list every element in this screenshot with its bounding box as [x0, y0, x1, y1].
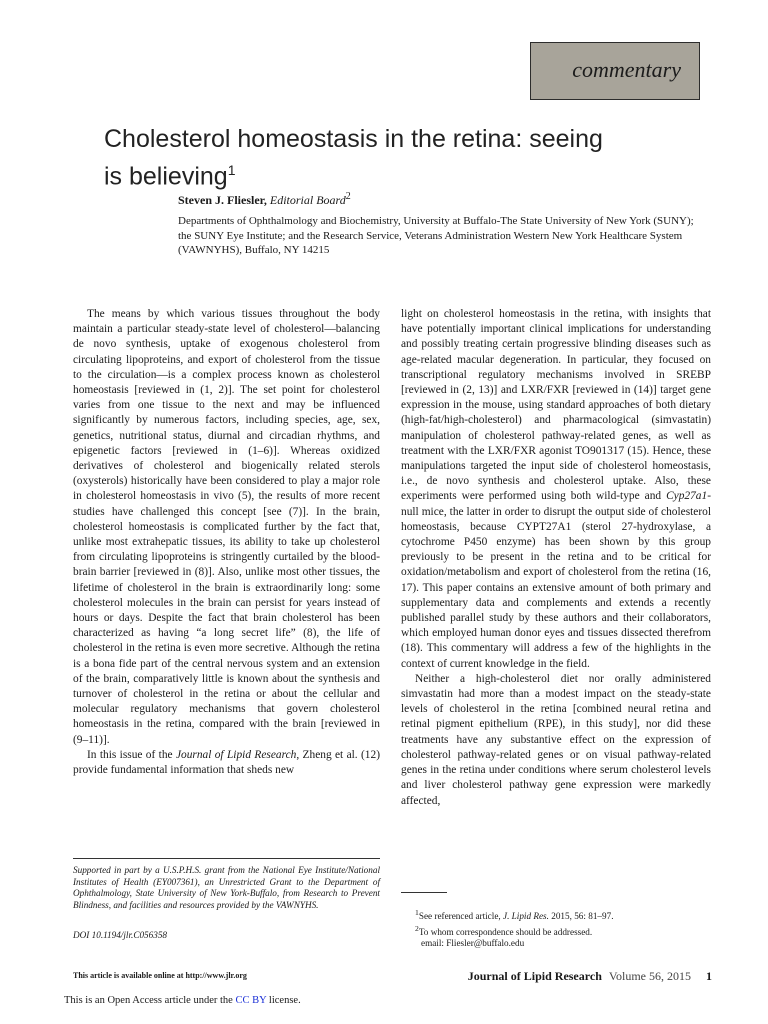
body-column-right [401, 307, 711, 809]
journal-volume: Volume 56, 2015 [608, 969, 691, 983]
open-access-notice [64, 995, 301, 1006]
title-footnote-marker[interactable]: 1 [227, 162, 236, 178]
article-title-text: Cholesterol homeostasis in the retina: seeing is believing [104, 125, 603, 191]
support-footnote: Supported in part by a U.S.P.H.S. grant from the National Eye Institute/National Institutes of Health (EY007361), an Unrestricted Grant to the Department of Ophthalmology, State University of New York-Buffalo, from Research to Prevent Blindness, and facilities and resources provided by the VAWNYHS. [73, 865, 380, 910]
author-email[interactable]: email: Fliesler@buffalo.edu [421, 938, 525, 949]
footnote-text: To whom correspondence should be addressed. [418, 926, 593, 937]
doi[interactable]: DOI 10.1194/jlr.C056358 [73, 930, 168, 940]
paragraph [401, 307, 711, 672]
author-role: Editorial Board [269, 193, 346, 207]
author-line [178, 191, 351, 208]
gene-name: Cyp27a1 [666, 490, 708, 503]
paragraph-text: In this issue of the [87, 748, 176, 761]
footnote-marker: 1 [415, 908, 419, 917]
page-number: 1 [706, 969, 712, 983]
footnote-text: See referenced article, [418, 911, 503, 922]
section-tag-label: commentary [572, 57, 681, 82]
section-tag [530, 42, 700, 100]
paragraph-text: light on cholesterol homeostasis in the retina, with insights that have potentially important clinical implications for understanding and possibly treating certain progressive blinding diseases such as age-related macular degeneration. In particular, they focused on transcriptional regulatory mechanisms involved in SREBP [reviewed in (2, 13)] and LXR/FXR [reviewed in (14)] target gene expression in the mouse, using standard approaches of both dietary (high-fat/high-cholesterol) and pharmacological (simvastatin) manipulation of cholesterol pathway-related genes, as well as treatment with the LXR/FXR agonist TO901317 (15). Hence, these manipulations targeted the input side of cholesterol homeostasis, i.e., de novo synthesis and cholesterol uptake. Also, these experiments were performed using both wild-type and [401, 308, 711, 503]
affiliation: Departments of Ophthalmology and Biochemistry, University at Buffalo-The State University of New York (SUNY); the SUNY Eye Institute; and the Research Service, Veterans Administration Western New York Healthcare System (VAWNYHS), Buffalo, NY 14215 [178, 215, 694, 256]
footnote-divider [73, 858, 380, 859]
journal-title: Journal of Lipid Research [467, 969, 602, 983]
footnotes [415, 907, 715, 950]
author-name: Steven J. Fliesler, [178, 193, 267, 207]
author-footnote-marker[interactable]: 2 [345, 191, 351, 202]
paragraph-text: , Zheng et al. (12) provide fundamental information that sheds new [73, 748, 380, 777]
footnote-divider [401, 892, 447, 893]
cc-by-link[interactable]: CC BY [235, 995, 267, 1006]
paragraph: Neither a high-cholesterol diet nor orally administered simvastatin had more than a modest impact on the steady-state levels of cholesterol in the retina [combined neural retina and retinal pigment epithelium (RPE), in this study], nor did these treatments have any substantive effect on the expression of cholesterol pathway-related genes or on visual pathway-related genes in the retina under conditions where serum cholesterol levels and liver cholesterol pathway gene expression were markedly affected, [401, 672, 711, 807]
open-access-text: This is an Open Access article under the [64, 995, 233, 1006]
journal-abbrev: J. Lipid Res. [503, 911, 549, 922]
paragraph: The means by which various tissues throughout the body maintain a particular steady-state level of cholesterol—balancing de novo synthesis, uptake of exogenous cholesterol from circulating lipoproteins, and export of cholesterol from the tissue to the circulation—is a complex process known as cholesterol homeostasis [reviewed in (1, 2)]. The set point for cholesterol varies from one tissue to the next and may be influenced significantly by numerous factors, including species, age, sex, genetics, nutritional status, diurnal and circadian rhythms, and epigenetic factors [reviewed in (1–6)]. Whereas oxidized derivatives of cholesterol and biogenically related sterols (oxysterols) historically have been considered to play a major role in cholesterol homeostasis in vivo (5), the results of more recent studies have challenged this concept [see (7)]. In the brain, cholesterol homeostasis is complicated further by the fact that, unlike most extrahepatic tissues, its ability to take up cholesterol from circulating lipoproteins is stringently curtailed by the blood-brain barrier [reviewed in (8)]. Also, unlike most other tissues, the lifetime of cholesterol in the brain is extraordinarily long: some cholesterol molecules in the brain can persist for years instead of hours or days. Despite the fact that brain cholesterol has been characterized as having “a long secret life” (8), the life of cholesterol in the retina is even more secretive. Although the retina is a bona fide part of the central nervous system and an extension of the brain, comparatively little is known about the synthesis and turnover of cholesterol in the retina or about the cellular and molecular regulatory mechanisms that govern cholesterol homeostasis in the retina, compared with the brain [reviewed in (9–11)]. [73, 308, 380, 746]
body-column-left [73, 307, 380, 778]
paragraph [73, 748, 380, 778]
footnote-text: 2015, 56: 81–97. [548, 911, 614, 922]
footnote-marker: 2 [415, 923, 419, 933]
running-footer [440, 969, 712, 984]
article-title [104, 124, 624, 192]
footnote-1 [415, 907, 715, 923]
online-availability: This article is available online at http://www.jlr.org [73, 971, 247, 980]
journal-name: Journal of Lipid Research [175, 748, 297, 761]
footnote-2 [415, 923, 715, 939]
paragraph-text: -null mice, the latter in order to disrupt the output side of cholesterol homeostasis, because CYPT27A1 (sterol 27-hydroxylase, a cytochrome P450 enzyme) has been shown by this group previously to be present in the retina and to be critical for oxidation/metabolism and export of cholesterol from the retina (16, 17). This paper contains an extensive amount of both primary and supplementary data and complements and extends a recently published parallel study by these authors and their collaborators, which employed human donor eyes and tissues dissected therefrom (18). This commentary will address a few of the highlights in the context of current knowledge in the field. [401, 490, 711, 670]
open-access-text: license. [268, 995, 301, 1006]
